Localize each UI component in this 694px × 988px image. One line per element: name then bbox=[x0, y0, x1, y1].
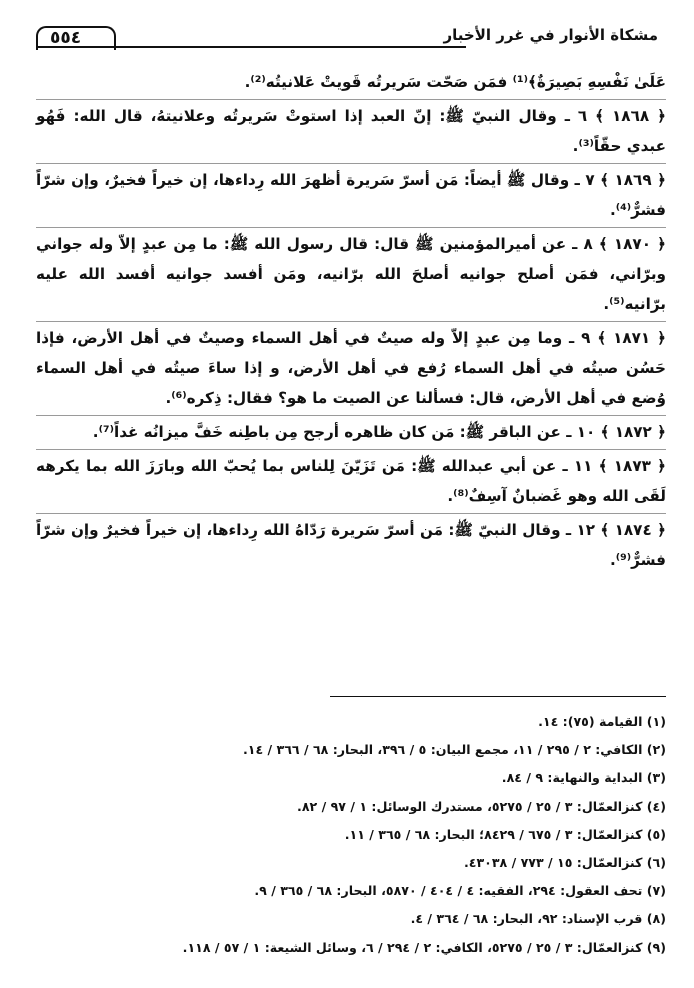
hadith-text: ٩ ـ وما مِن عبدٍ إلاّ وله صيتٌ في أهل السماء وصيتٌ في أهل الأرض، فإذا حَسُن صيتُه في أهل السماء رُفع في أهل الأرض، و إذا ساءَ صيتُه في أهل السماء وُضع في أهل الأرض، قال: فسألنا عن الصيت ما هو؟ فقال: ذِكره⁽⁶⁾. bbox=[36, 329, 666, 407]
footnotes bbox=[36, 708, 666, 962]
hadith-number: ﴿ ١٨٧٠ ﴾ bbox=[598, 235, 666, 253]
hadith-text: ٦ ـ وقال النبيّ ﷺ: إنّ العبد إذا استوتْ سَريرتُه وعلانيتهُ، قال الله: فَهُو عبدي حقّاً⁽³⁾. bbox=[36, 107, 666, 155]
hadith-list bbox=[36, 66, 666, 577]
hadith-text: عَلَىٰ نَفْسِهِ بَصِيرَةٌ﴾⁽¹⁾ فمَن صَحّت سَريرتُه قَويتْ عَلانيتُه⁽²⁾. bbox=[244, 73, 666, 91]
hadith-1871 bbox=[36, 321, 666, 415]
hadith-text: ١٢ ـ وقال النبيّ ﷺ: مَن أسرّ سَريرة رَدّاهُ الله رِداءها، إن خيراً فخيرٌ وإن شرّاً فشرٌّ⁽⁹⁾. bbox=[36, 521, 666, 569]
hadith-number: ﴿ ١٨٦٨ ﴾ bbox=[595, 107, 667, 125]
hadith-1869 bbox=[36, 163, 666, 227]
hadith-continuation bbox=[36, 66, 666, 99]
hadith-number: ﴿ ١٨٧٤ ﴾ bbox=[600, 521, 666, 539]
hadith-1872 bbox=[36, 415, 666, 449]
hadith-number: ﴿ ١٨٧٣ ﴾ bbox=[598, 457, 666, 475]
book-title: مشكاة الأنوار في غرر الأخبار bbox=[443, 26, 658, 44]
page-header bbox=[36, 20, 666, 60]
hadith-text: ٧ ـ وقال ﷺ أيضاً: مَن أسرّ سَريرة أظهرَ الله رِداءها، إن خيراً فخيرٌ، وإن شرّاً فشرٌّ⁽⁴⁾. bbox=[36, 171, 666, 219]
footnote-item: (٥) كنزالعمّال: ٣ / ٦٧٥ / ٨٤٢٩؛ البحار: ٦٨ / ٣٦٥ / ١١. bbox=[344, 826, 666, 842]
hadith-number: ﴿ ١٨٦٩ ﴾ bbox=[600, 171, 667, 189]
hadith-text: ٨ ـ عن أميرالمؤمنين ﷺ قال: قال رسول الله ﷺ: ما مِن عبدٍ إلاّ وله جواني وبرّاني، فمَن أصلح جوانيه أصلحَ الله برّانيه، ومَن أفسد جوانيه أفسد الله عليه برّانيه⁽⁵⁾. bbox=[36, 235, 666, 313]
hadith-number: ﴿ ١٨٧١ ﴾ bbox=[597, 329, 666, 347]
footnote-item: (٩) كنزالعمّال: ٣ / ٢٥ / ٥٢٧٥، الكافي: ٢ / ٢٩٤ / ٦، وسائل الشيعة: ١ / ٥٧ / ١١٨. bbox=[182, 939, 666, 955]
footnote-item: (٣) البداية والنهاية: ٩ / ٨٤. bbox=[501, 770, 666, 786]
hadith-number: ﴿ ١٨٧٢ ﴾ bbox=[600, 423, 666, 441]
footnote-item: (٨) قرب الإسناد: ٩٢، البحار: ٦٨ / ٣٦٤ / ٤. bbox=[410, 911, 666, 927]
footnote-item: (٤) كنزالعمّال: ٣ / ٢٥ / ٥٢٧٥، مستدرك الوسائل: ١ / ٩٧ / ٨٢. bbox=[297, 798, 666, 814]
footnote-item: (٧) تحف العقول: ٢٩٤، الفقيه: ٤ / ٤٠٤ / ٥٨٧٠، البحار: ٦٨ / ٣٦٥ / ٩. bbox=[254, 883, 666, 899]
hadith-1873 bbox=[36, 449, 666, 513]
hadith-text: ١٠ ـ عن الباقر ﷺ: مَن كان ظاهره أرجح مِن باطِنه خَفَّ ميزانُه غداً⁽⁷⁾. bbox=[92, 423, 596, 441]
footnote-separator bbox=[330, 696, 666, 697]
footnote-item: (١) القيامة (٧٥): ١٤. bbox=[538, 714, 666, 729]
footnote-item: (٢) الكافي: ٢ / ٢٩٥ / ١١، مجمع البيان: ٥ / ٣٩٦، البحار: ٦٨ / ٣٦٦ / ١٤. bbox=[242, 742, 666, 758]
hadith-text: ١١ ـ عن أبي عبدالله ﷺ: مَن تَزَيّنَ لِلناس بما يُحبّ الله وبارَزَ الله بما يكرهه لَقَى الله وهو غَضبانٌ آسِفٌ⁽⁸⁾. bbox=[36, 457, 666, 505]
hadith-1870 bbox=[36, 227, 666, 321]
page-number: ٥٥٤ bbox=[50, 28, 82, 48]
hadith-1868 bbox=[36, 99, 666, 163]
hadith-1874 bbox=[36, 513, 666, 577]
footnote-item: (٦) كنزالعمّال: ١٥ / ٧٧٣ / ٤٣٠٣٨. bbox=[464, 855, 666, 871]
